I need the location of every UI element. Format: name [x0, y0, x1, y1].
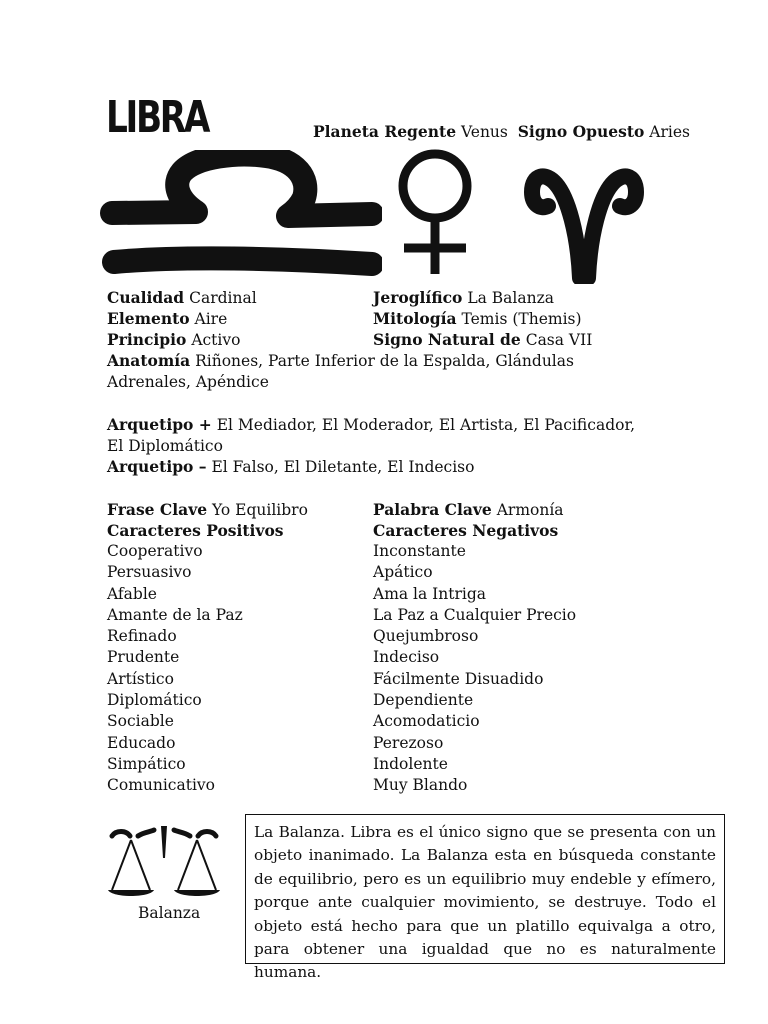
positive-traits-list — [107, 541, 243, 797]
list-item: Inconstante — [373, 542, 466, 560]
list-item: Prudente — [107, 648, 180, 667]
description-text: La Balanza. Libra es el único signo que se presenta con un objeto inanimado. La Balanza esta en búsqueda constante de equilibrio, pero es un equilibrio muy endeble y efímero, porque ante cualquier movimiento, se destruye. Todo el objeto está hecho para que un platillo equivalga a otro, para obtener una igualdad que no es naturalmente humana. — [254, 823, 716, 982]
list-item: Ama la Intriga — [373, 584, 487, 603]
list-item: Cooperativo — [107, 542, 203, 560]
attribute-jeroglifico: Jeroglífico La Balanza — [373, 288, 554, 307]
attribute-signo-natural: Signo Natural de Casa VII — [373, 330, 593, 349]
balance-caption: Balanza — [138, 904, 201, 922]
list-item: Sociable — [107, 712, 174, 731]
list-item: Apático — [373, 563, 433, 582]
list-item: Amante de la Paz — [107, 605, 243, 624]
header-line — [313, 122, 690, 141]
list-item: Dependiente — [373, 691, 474, 710]
balance-scale-icon — [104, 824, 224, 904]
negative-traits-heading: Caracteres Negativos — [373, 521, 559, 540]
opposite-value: Aries — [649, 123, 690, 141]
list-item: Indeciso — [373, 648, 440, 667]
list-item: Indolente — [373, 754, 448, 773]
list-item: Acomodaticio — [373, 712, 480, 731]
list-item: La Paz a Cualquier Precio — [373, 605, 577, 624]
list-item: Quejumbroso — [373, 627, 479, 646]
list-item: Perezoso — [373, 733, 444, 752]
list-item: Muy Blando — [373, 776, 468, 795]
ruler-label: Planeta Regente — [313, 122, 457, 141]
opposite-label: Signo Opuesto — [517, 122, 645, 141]
venus-symbol-icon — [390, 142, 480, 278]
list-item: Refinado — [107, 627, 177, 646]
list-item: Fácilmente Disuadido — [373, 669, 544, 688]
list-item: Comunicativo — [107, 776, 216, 795]
attribute-anatomia: Anatomía Riñones, Parte Inferior de la Espalda, Glándulas Adrenales, Apéndice — [107, 351, 574, 392]
ruler-value: Venus — [461, 123, 508, 141]
page-title: LIBRA — [106, 92, 209, 143]
list-item: Diplomático — [107, 691, 202, 710]
archetype-negative: Arquetipo – El Falso, El Diletante, El Indeciso — [107, 457, 475, 476]
libra-symbol-icon — [100, 150, 382, 282]
attribute-cualidad: Cualidad Cardinal — [107, 288, 257, 307]
key-phrase: Frase Clave Yo Equilibro — [107, 500, 308, 519]
list-item: Artístico — [107, 669, 174, 688]
description-box — [245, 814, 725, 982]
attribute-principio: Principio Activo — [107, 330, 241, 349]
list-item: Afable — [107, 584, 157, 603]
list-item: Simpático — [107, 754, 186, 773]
negative-traits-list — [373, 541, 576, 797]
aries-symbol-icon — [522, 144, 646, 284]
attribute-elemento: Elemento Aire — [107, 309, 228, 328]
list-item: Persuasivo — [107, 563, 192, 582]
attribute-mitologia: Mitología Temis (Themis) — [373, 309, 582, 328]
positive-traits-heading: Caracteres Positivos — [107, 521, 284, 540]
archetype-positive: Arquetipo + El Mediador, El Moderador, El Artista, El Pacificador, El Diplomático — [107, 415, 636, 456]
list-item: Educado — [107, 733, 176, 752]
key-word: Palabra Clave Armonía — [373, 500, 564, 519]
